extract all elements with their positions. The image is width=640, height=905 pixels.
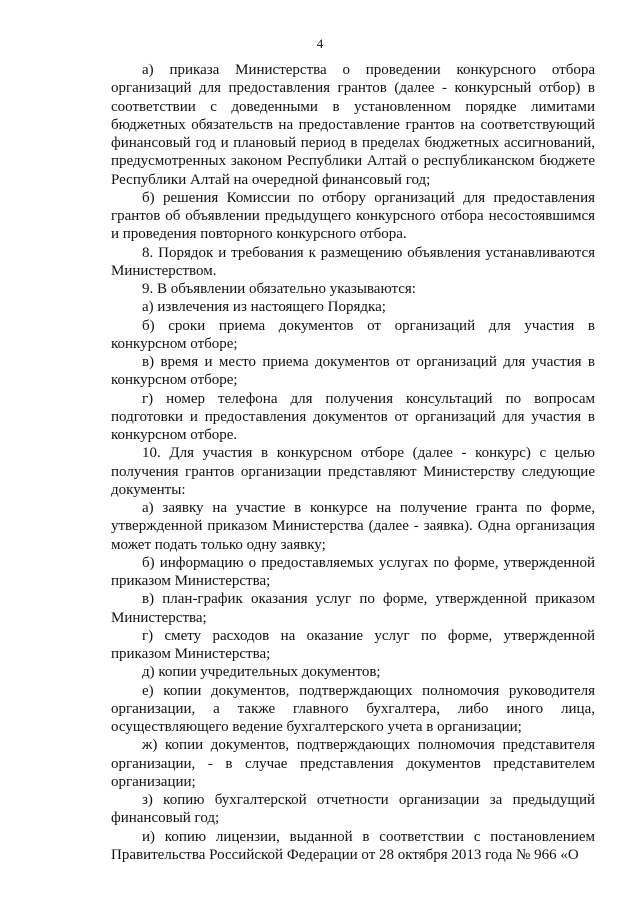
paragraph-9b: б) сроки приема документов от организаций для участия в конкурсном отборе;: [111, 317, 595, 352]
paragraph-10d: д) копии учредительных документов;: [142, 664, 381, 681]
paragraph-10zh: ж) копии документов, подтверждающих полномочия представителя организации, - в случае представления документов представителем организации;: [111, 737, 595, 790]
paragraph-8: 8. Порядок и требования к размещению объявления устанавливаются Министерством.: [111, 244, 595, 279]
paragraph-7b: б) решения Комиссии по отбору организаций для предоставления грантов об объявлении предыдущего конкурсного отбора несостоявшимся и проведения повторного конкурсного отбора.: [111, 189, 595, 243]
document-body: [111, 61, 595, 864]
paragraph-10e: е) копии документов, подтверждающих полномочия руководителя организации, а также главного бухгалтера, либо иного лица, осуществляющего ведение бухгалтерского учета в организации;: [111, 682, 595, 735]
paragraph-10g: г) смету расходов на оказание услуг по форме, утвержденной приказом Министерства;: [111, 627, 595, 662]
paragraph-10v: в) план-график оказания услуг по форме, утвержденной приказом Министерства;: [111, 591, 595, 626]
paragraph-10i: и) копию лицензии, выданной в соответствии с постановлением Правительства Российской Федерации от 28 октября 2013 года № 966 «О: [111, 828, 595, 863]
paragraph-9a: а) извлечения из настоящего Порядка;: [142, 299, 386, 316]
paragraph-10z: з) копию бухгалтерской отчетности организации за предыдущий финансовый год;: [111, 792, 595, 827]
paragraph-10b: б) информацию о предоставляемых услугах по форме, утвержденной приказом Министерства;: [111, 554, 595, 589]
paragraph-10: 10. Для участия в конкурсном отборе (далее - конкурс) с целью получения грантов организации представляют Министерству следующие документы:: [111, 445, 595, 498]
paragraph-10a: а) заявку на участие в конкурсе на получение гранта по форме, утвержденной приказом Министерства (далее - заявка). Одна организация может подать только одну заявку;: [111, 500, 595, 553]
paragraph-9v: в) время и место приема документов от организаций для участия в конкурсном отборе;: [111, 354, 595, 389]
paragraph-7a: а) приказа Министерства о проведении конкурсного отбора организаций для предоставления грантов (далее - конкурсный отбор) в соответствии с доведенными в установленном порядке лимитами бюджетных обязательств на предоставление грантов на соответствующий финансовый год и плановый период в пределах бюджетных ассигнований, предусмотренных законом Республики Алтай о республиканском бюджете Республики Алтай на очередной финансовый год;: [111, 62, 595, 188]
page-number: 4: [316, 36, 324, 51]
paragraph-9: 9. В объявлении обязательно указываются:: [142, 281, 416, 297]
paragraph-9g: г) номер телефона для получения консультаций по вопросам подготовки и предоставления документов от организаций для участия в конкурсном отборе.: [111, 390, 595, 443]
